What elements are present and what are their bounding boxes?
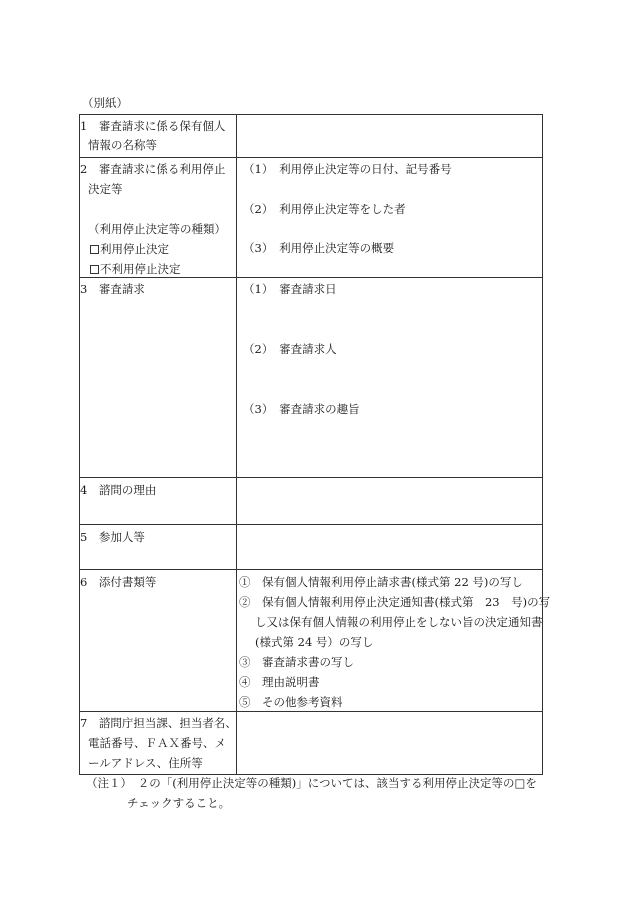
row-6-label: 6 添付書類等 bbox=[80, 575, 157, 589]
row-4-consultation-reason bbox=[80, 478, 543, 525]
row-1-label-cell bbox=[80, 115, 237, 158]
row-3-item-1: （1） 審査請求日 bbox=[243, 282, 337, 296]
row-5-label: 5 参加人等 bbox=[80, 530, 145, 544]
row-4-label-cell bbox=[80, 478, 237, 525]
row-5-label-cell bbox=[80, 525, 237, 570]
row-2-item-1: （1） 利用停止決定等の日付、記号番号 bbox=[243, 162, 452, 176]
attachment-item-2-line-3: (様式第 24 号）の写し bbox=[255, 635, 374, 649]
row-3-item-2: （2） 審査請求人 bbox=[243, 342, 337, 356]
row-1-label-line-1: 1 審査請求に係る保有個人 bbox=[80, 119, 226, 133]
row-7-label-line-3: ールアドレス、住所等 bbox=[88, 756, 203, 770]
note-1-line-2: チェックすること。 bbox=[127, 796, 231, 810]
row-2-label-line-2: 決定等 bbox=[88, 182, 123, 196]
row-7-value-cell bbox=[237, 712, 543, 775]
attachment-item-1: ① 保有個人情報利用停止請求書(様式第 22 号)の写し bbox=[239, 575, 523, 589]
suspension-decision-checkbox[interactable] bbox=[90, 245, 99, 254]
non-suspension-decision-label: 不利用停止決定 bbox=[100, 262, 181, 276]
row-7-label-line-1: 7 諮問庁担当課、担当者名、 bbox=[80, 716, 237, 730]
row-3-review-request bbox=[80, 278, 543, 478]
row-2-value-cell bbox=[237, 158, 543, 278]
row-5-value-cell bbox=[237, 525, 543, 570]
row-2-decision bbox=[80, 158, 543, 278]
row-3-item-3: （3） 審査請求の趣旨 bbox=[243, 402, 360, 416]
attachment-item-3: ③ 審査請求書の写し bbox=[239, 655, 354, 669]
row-3-label-cell bbox=[80, 278, 237, 478]
row-3-value-cell bbox=[237, 278, 543, 478]
attachment-item-4: ④ 理由説明書 bbox=[239, 675, 320, 689]
review-request-form-table bbox=[79, 114, 551, 775]
row-2-item-3: （3） 利用停止決定等の概要 bbox=[243, 241, 395, 255]
row-2-item-2: （2） 利用停止決定等をした者 bbox=[243, 202, 406, 216]
attachment-item-2-line-2: し又は保有個人情報の利用停止をしない旨の決定通知書 bbox=[255, 615, 543, 629]
row-7-label-line-2: 電話番号、ＦＡＸ番号、メ bbox=[88, 736, 226, 750]
row-1-personal-info-name bbox=[80, 115, 543, 158]
attachment-item-5: ⑤ その他参考資料 bbox=[239, 695, 343, 709]
annex-label: （別紙） bbox=[82, 96, 128, 110]
row-4-label: 4 諮問の理由 bbox=[80, 483, 157, 497]
suspension-decision-label: 利用停止決定 bbox=[100, 242, 169, 256]
row-7-label-cell bbox=[80, 712, 237, 775]
decision-type-heading: （利用停止決定等の種類） bbox=[88, 222, 226, 236]
note-1-line-1: （注１） ２の「(利用停止決定等の種類)」については、該当する利用停止決定等の□を bbox=[86, 776, 537, 790]
row-3-label: 3 審査請求 bbox=[80, 282, 145, 296]
row-4-value-cell bbox=[237, 478, 543, 525]
row-2-label-cell bbox=[80, 158, 237, 278]
option-suspension-decision[interactable] bbox=[90, 242, 169, 256]
row-5-participants bbox=[80, 525, 543, 570]
row-1-value-cell bbox=[237, 115, 543, 158]
row-2-label-line-1: 2 審査請求に係る利用停止 bbox=[80, 162, 226, 176]
option-non-suspension-decision[interactable] bbox=[90, 262, 181, 276]
row-1-label-line-2: 情報の名称等 bbox=[88, 138, 157, 152]
row-6-label-cell bbox=[80, 570, 237, 712]
attachment-item-2-line-1: ② 保有個人情報利用停止決定通知書(様式第 23 号)の写 bbox=[239, 595, 551, 609]
row-7-contact-info bbox=[80, 712, 543, 775]
non-suspension-decision-checkbox[interactable] bbox=[90, 265, 99, 274]
row-6-attachments bbox=[80, 570, 543, 712]
row-6-value-cell bbox=[237, 570, 551, 712]
